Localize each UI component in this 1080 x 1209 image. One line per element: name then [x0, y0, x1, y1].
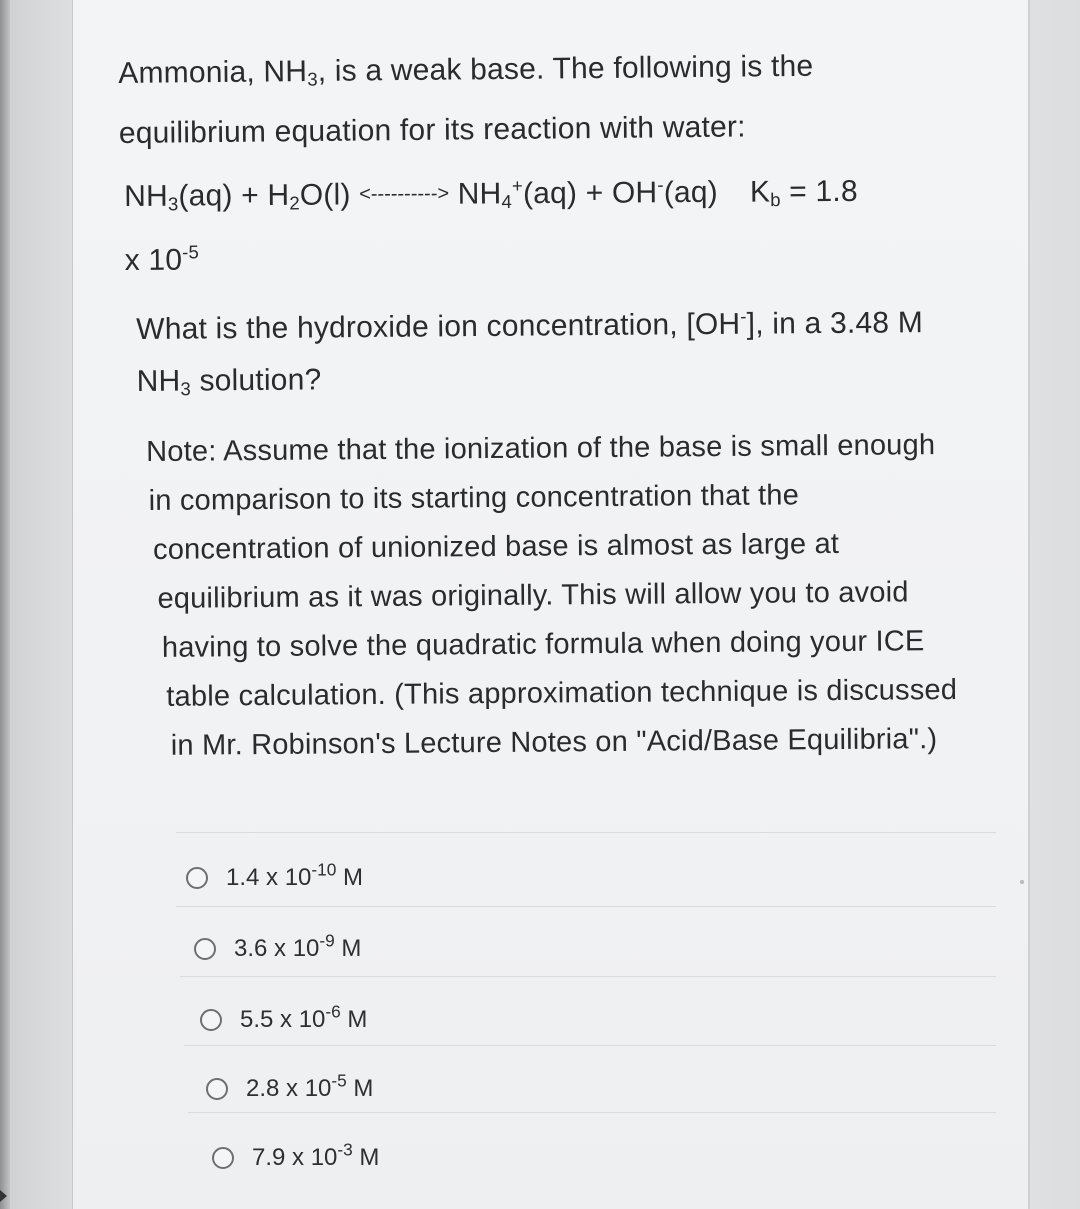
intro-line-1	[118, 39, 999, 108]
option-exponent: -6	[325, 1001, 341, 1022]
equation-line-1	[124, 162, 1004, 233]
option-mantissa: 3.6 x 10	[234, 935, 320, 962]
option-mantissa: 7.9 x 10	[252, 1144, 338, 1171]
option-unit: M	[334, 935, 362, 962]
answer-option-5[interactable]	[212, 1139, 380, 1172]
product-ammonium: NH	[457, 177, 502, 211]
prompt-text-tail: solution?	[190, 363, 322, 398]
subscript: b	[770, 189, 781, 211]
product-hydroxide-state: (aq)	[663, 175, 719, 210]
option-exponent: -5	[331, 1070, 347, 1091]
note-line: Note: Assume that the ionization of the base is small enough	[146, 429, 936, 468]
prompt-line-1	[136, 296, 996, 356]
superscript: -	[740, 305, 747, 327]
answer-divider	[188, 1112, 996, 1113]
reactant-water: O(l)	[299, 178, 351, 212]
note-line: in comparison to its starting concentration that the	[148, 479, 800, 517]
note-line: equilibrium as it was originally. This will allow you to avoid	[157, 576, 909, 615]
option-unit: M	[336, 864, 364, 891]
subscript: 2	[289, 192, 300, 214]
question-prompt	[136, 296, 997, 415]
option-mantissa: 1.4 x 10	[226, 864, 312, 891]
option-unit: M	[340, 1006, 368, 1033]
scroll-arrow-icon[interactable]	[0, 1190, 7, 1202]
prompt-text-tail: ], in a 3.48 M	[746, 306, 924, 341]
option-label	[234, 930, 362, 963]
radio-button[interactable]	[212, 1147, 234, 1169]
option-exponent: -3	[337, 1139, 353, 1160]
subscript: 3	[167, 193, 179, 215]
intro-text-tail: , is a weak base. The following is the	[317, 49, 814, 88]
answer-option-2[interactable]	[194, 930, 362, 963]
subscript: 4	[501, 190, 513, 213]
option-label	[246, 1070, 374, 1103]
kb-exponent-base: x 10	[124, 243, 183, 277]
equilibrium-equation	[124, 162, 1005, 289]
radio-button[interactable]	[200, 1009, 222, 1031]
answer-option-1[interactable]	[186, 859, 364, 892]
prompt-text: What is the hydroxide ion concentration, [OH	[136, 307, 741, 346]
answer-option-4[interactable]	[206, 1070, 374, 1103]
question-intro	[118, 39, 999, 160]
note-line: table calculation. (This approximation technique is discussed	[166, 673, 958, 713]
note-line: having to solve the quadratic formula when doing your ICE	[161, 625, 925, 664]
option-label	[252, 1139, 380, 1172]
equation-line-2	[124, 226, 1004, 288]
superscript: +	[511, 175, 524, 197]
answer-divider	[184, 1045, 996, 1046]
option-unit: M	[346, 1075, 374, 1102]
superscript: -	[657, 174, 664, 196]
kb-value: = 1.8	[780, 174, 858, 209]
kb-label: K	[749, 175, 771, 209]
option-mantissa: 2.8 x 10	[246, 1075, 332, 1102]
option-mantissa: 5.5 x 10	[240, 1006, 326, 1033]
answer-option-3[interactable]	[200, 1001, 368, 1034]
note-line: concentration of unionized base is almost as large at	[152, 527, 840, 566]
dot-marker	[1020, 880, 1024, 884]
option-exponent: -10	[311, 859, 337, 880]
reactant-state: (aq) + H	[178, 178, 290, 213]
subscript: 3	[307, 68, 318, 90]
option-label	[240, 1001, 368, 1034]
radio-button[interactable]	[194, 938, 216, 960]
intro-text: Ammonia, NH	[118, 55, 308, 90]
monitor-left-edge	[0, 0, 10, 1209]
subscript: 3	[180, 378, 192, 400]
answer-divider	[180, 976, 996, 977]
reactant-ammonia: NH	[124, 179, 169, 213]
intro-line-2: equilibrium equation for its reaction with water:	[118, 110, 746, 150]
option-unit: M	[352, 1144, 380, 1171]
note-line: in Mr. Robinson's Lecture Notes on "Acid/Base Equilibria".)	[170, 723, 938, 762]
option-label	[226, 859, 364, 892]
question-note	[146, 420, 1019, 771]
radio-button[interactable]	[206, 1078, 228, 1100]
radio-button[interactable]	[186, 867, 208, 889]
answer-divider	[176, 832, 996, 833]
prompt-line-2	[136, 348, 996, 415]
option-exponent: -9	[319, 930, 335, 951]
kb-exponent: -5	[182, 240, 200, 263]
answer-divider	[176, 906, 996, 907]
right-gutter-divider	[1028, 0, 1030, 1209]
product-state: (aq) + OH	[522, 176, 658, 211]
equilibrium-arrow: <---------->	[359, 182, 450, 206]
prompt-text: NH	[136, 364, 181, 398]
